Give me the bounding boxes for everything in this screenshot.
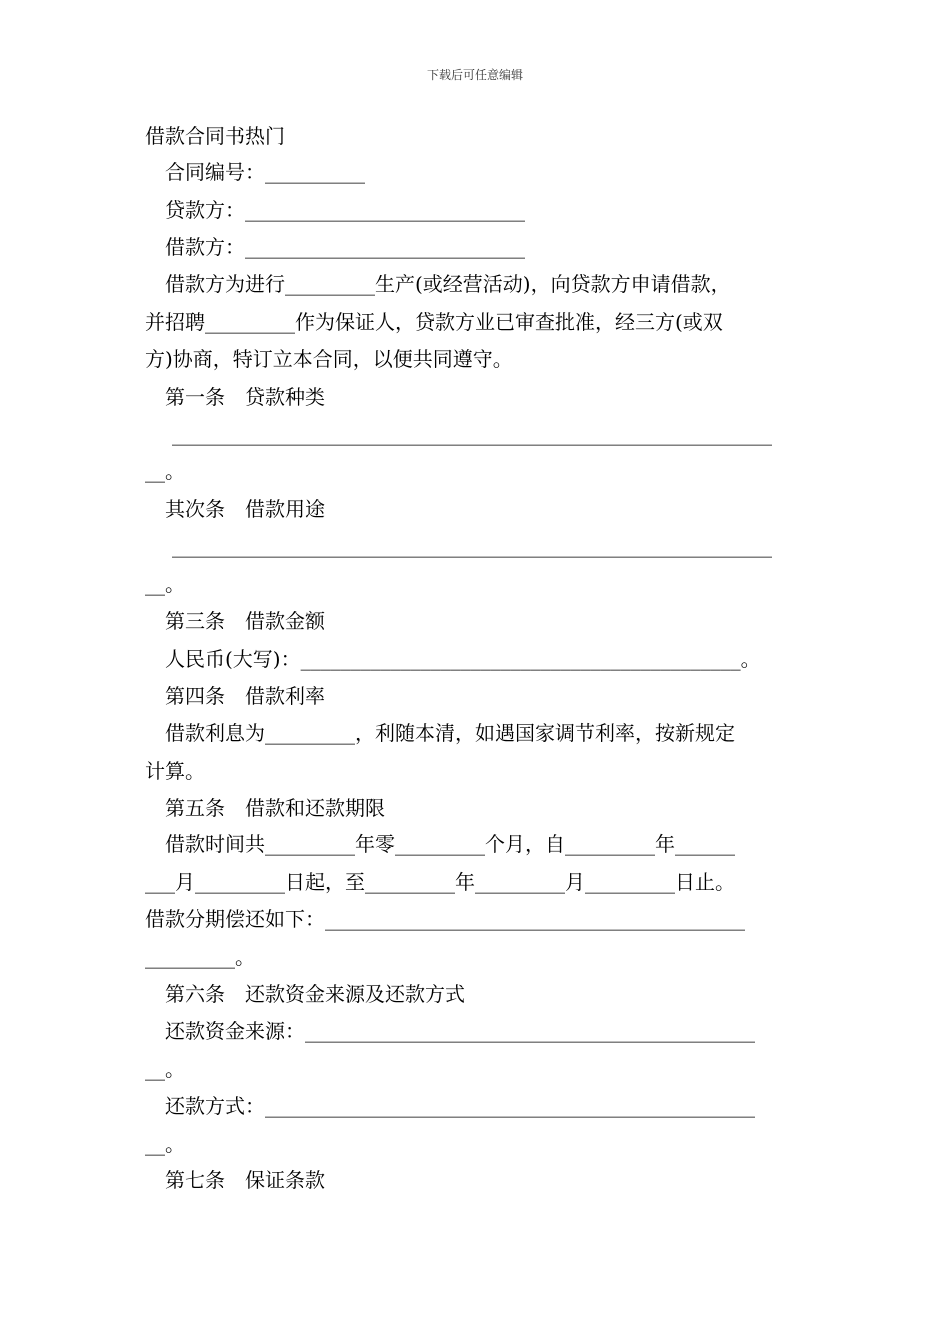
preamble-line-1: 借款方为进行_________生产(或经营活动)，向贷款方申请借款， — [165, 272, 731, 296]
interest-line-2: 计算。 — [145, 759, 205, 783]
loan-amount-line: 人民币(大写)：____________________________________________。 — [165, 647, 761, 671]
term-line-1: 借款时间共_________年零_________个月，自_________年______ — [165, 832, 735, 856]
article-3-heading: 第三条 借款金额 — [165, 609, 325, 633]
document-title: 借款合同书热门 — [145, 124, 285, 148]
article-2-blank-end: __。 — [145, 572, 185, 596]
interest-line-1: 借款利息为_________，利随本清，如遇国家调节利率，按新规定 — [165, 721, 735, 745]
page-header: 下载后可任意编辑 — [426, 68, 523, 82]
lender-line: 贷款方：____________________________ — [165, 198, 525, 222]
contract-number-line: 合同编号：__________ — [165, 160, 365, 184]
repayment-source-line: 还款资金来源：_____________________________________________ — [165, 1019, 755, 1043]
repayment-source-end: __。 — [145, 1057, 185, 1081]
article-5-heading: 第五条 借款和还款期限 — [165, 796, 385, 820]
article-4-heading: 第四条 借款利率 — [165, 684, 325, 708]
repayment-method-line: 还款方式：_________________________________________________ — [165, 1094, 755, 1118]
article-1-heading: 第一条 贷款种类 — [165, 385, 325, 409]
preamble-line-3: 方)协商，特订立本合同，以便共同遵守。 — [145, 347, 513, 371]
term-line-2: ___月_________日起，至_________年_________月_________日止。 — [145, 870, 735, 894]
article-7-heading: 第七条 保证条款 — [165, 1168, 325, 1192]
borrower-line: 借款方：____________________________ — [165, 235, 525, 259]
article-1-blank: ____________________________________________________________ — [172, 422, 772, 446]
article-6-heading: 第六条 还款资金来源及还款方式 — [165, 982, 465, 1006]
preamble-line-2: 并招聘_________作为保证人，贷款方业已审查批准，经三方(或双 — [145, 310, 723, 334]
article-2-heading: 其次条 借款用途 — [165, 497, 325, 521]
article-2-blank: ____________________________________________________________ — [172, 534, 772, 558]
repayment-method-end: __。 — [145, 1132, 185, 1156]
installment-line-end: _________。 — [145, 945, 255, 969]
installment-line: 借款分期偿还如下：__________________________________________ — [145, 907, 745, 931]
article-1-blank-end: __。 — [145, 459, 185, 483]
